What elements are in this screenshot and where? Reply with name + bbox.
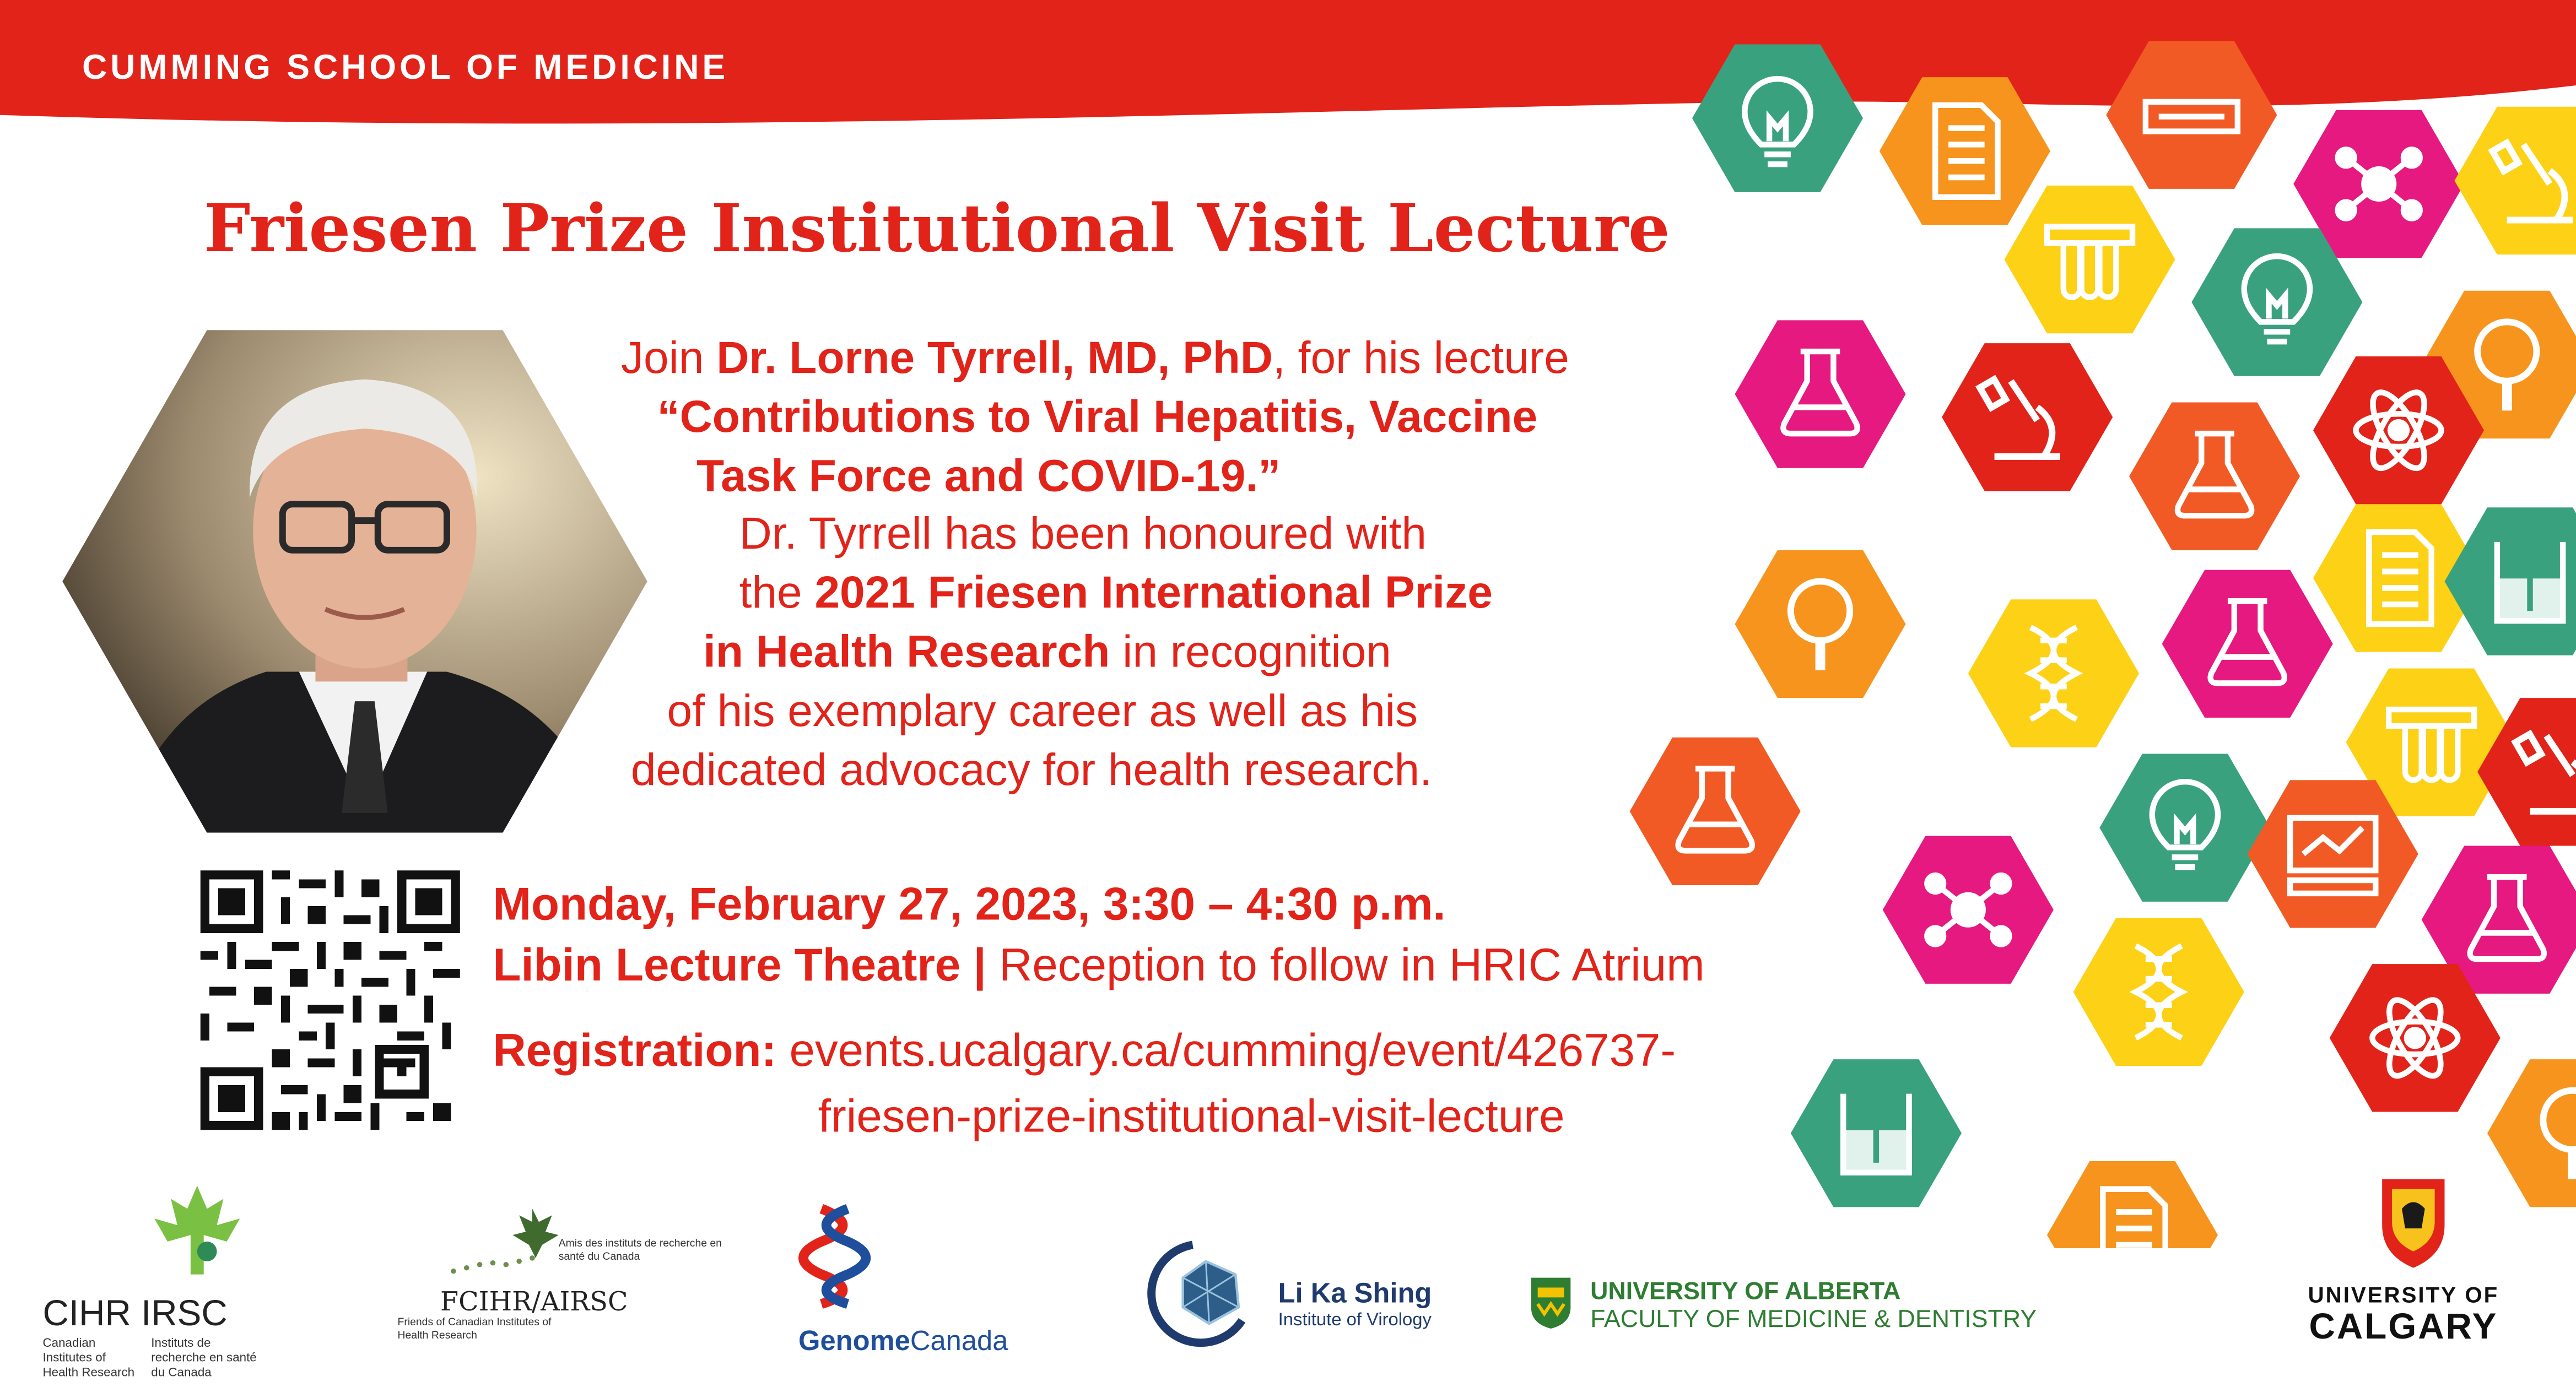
- registration-link-cont[interactable]: friesen-prize-institutional-visit-lecture: [818, 1090, 1565, 1142]
- lecture-description: [542, 328, 1725, 799]
- shield-icon: [2280, 1176, 2526, 1275]
- registration-link[interactable]: events.ucalgary.ca/cumming/event/426737-: [776, 1025, 1676, 1076]
- document-icon: [1880, 77, 2050, 225]
- test-tubes-icon: [2004, 186, 2175, 333]
- cihr-logo: CIHR IRSC Canadian Institutes of Health Research Instituts de recherche en santé du Canada: [43, 1186, 322, 1367]
- keyboard-icon: [2106, 41, 2277, 189]
- registration: [493, 1018, 1676, 1150]
- event-venue: Libin Lecture Theatre | Reception to follow in HRIC Atrium: [493, 939, 1705, 990]
- honour-line3: in Health Research in recognition: [703, 625, 1391, 677]
- honour-line4: of his exemplary career as well as his: [667, 684, 1418, 736]
- helix-icon: [798, 1202, 881, 1310]
- network-icon: [1883, 836, 2054, 984]
- lightbulb-icon: [2099, 754, 2270, 902]
- ualberta-logo: UNIVERSITY OF ALBERTA FACULTY OF MEDICINE & DENTISTRY: [1528, 1275, 2087, 1347]
- hexagon-icon-field: [1577, 0, 2576, 1248]
- beaker-icon: [1791, 1059, 1962, 1207]
- speaker-line: Join Dr. Lorne Tyrrell, MD, PhD, for his lecture: [621, 332, 1569, 383]
- event-title: Friesen Prize Institutional Visit Lecture: [203, 190, 1670, 268]
- document-icon: [2047, 1161, 2218, 1248]
- flask-icon: [2162, 570, 2333, 718]
- honour-line2: the 2021 Friesen International Prize: [739, 567, 1493, 618]
- microscope-icon: [1942, 343, 2113, 491]
- li-ka-shing-logo: Li Ka Shing Institute of Virology: [1133, 1235, 1478, 1367]
- flask-icon: [1735, 320, 1905, 468]
- event-datetime: Monday, February 27, 2023, 3:30 – 4:30 p.m.: [493, 879, 1446, 930]
- speaker-name: Dr. Lorne Tyrrell, MD, PhD: [716, 332, 1273, 383]
- lecture-title-line2: Task Force and COVID-19.”: [696, 449, 1281, 501]
- lightbulb-icon: [1692, 45, 1863, 192]
- event-details: [493, 874, 1704, 995]
- honour-line5: dedicated advocacy for health research.: [630, 743, 1432, 794]
- magnifier-icon: [1735, 550, 1905, 698]
- flask-icon: [2129, 402, 2300, 550]
- registration-label: Registration:: [493, 1025, 777, 1076]
- hexagons: [1630, 41, 2576, 1248]
- genome-canada-logo: GenomeCanada: [798, 1202, 1061, 1366]
- registration-qr-code[interactable]: [201, 870, 460, 1130]
- microscope-icon: [2454, 107, 2576, 254]
- ucalgary-logo: UNIVERSITY OF CALGARY: [2280, 1176, 2526, 1357]
- honour-line1: Dr. Tyrrell has been honoured with: [739, 508, 1427, 559]
- school-name: CUMMING SCHOOL OF MEDICINE: [82, 49, 729, 88]
- maple-leaf-icon: [43, 1186, 322, 1281]
- beaker-icon: [2444, 507, 2576, 655]
- fcihr-logo: Amis des instituts de recherche en santé du Canada FCIHR/AIRSC Friends of Canadian Institutes of Health Research: [398, 1202, 726, 1366]
- dna-icon: [2073, 918, 2244, 1066]
- dna-icon: [1968, 599, 2139, 747]
- virus-icon: [1133, 1235, 1265, 1353]
- crest-icon: [1528, 1275, 1574, 1330]
- lecture-title-line1: “Contributions to Viral Hepatitis, Vaccine: [657, 390, 1538, 442]
